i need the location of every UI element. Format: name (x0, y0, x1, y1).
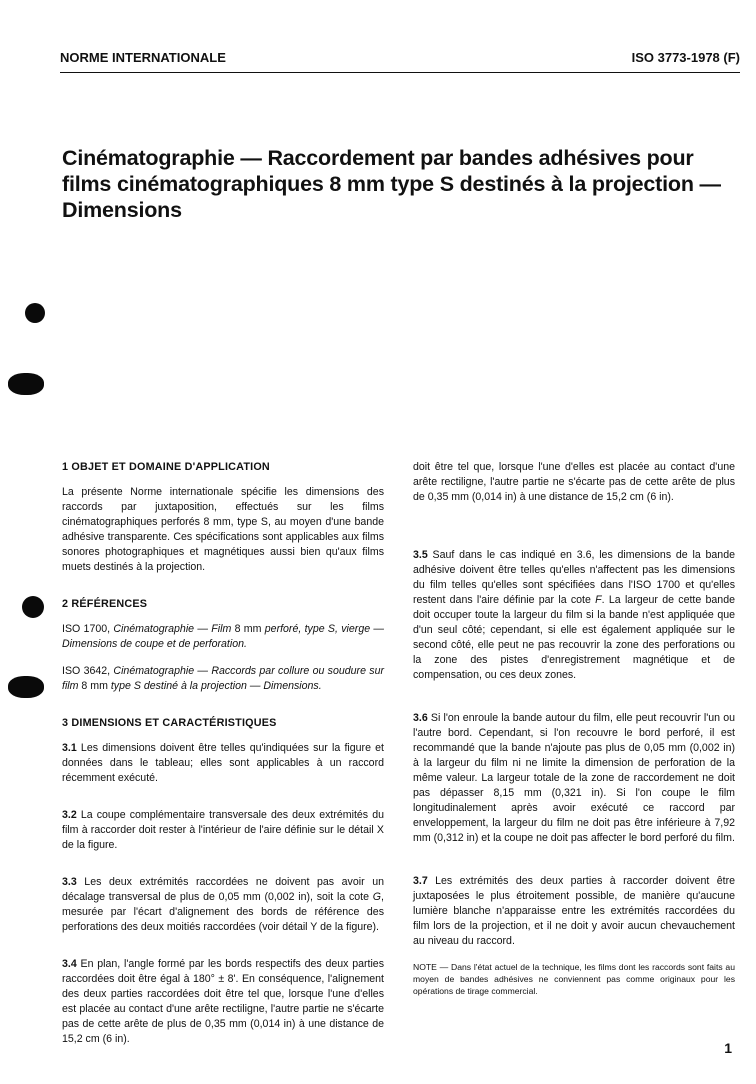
document-title: Cinématographie — Raccordement par bandes adhésives pour films cinématographiques 8 mm type S destinés à la projection — Dimensions (62, 146, 721, 222)
page-number: 1 (724, 1040, 732, 1056)
clause-3-1: 3.1 Les dimensions doivent être telles qu'indiquées sur la figure et données dans le tableau; elles sont applicables à un raccord récemment exécuté. (62, 742, 384, 784)
reference-iso-3642: ISO 3642, Cinématographie — Raccords par collure ou soudure sur film 8 mm type S destiné à la projection — Dimensions. (62, 665, 385, 692)
clause-3-6: 3.6 Si l'on enroule la bande autour du film, elle peut recouvrir l'un ou l'autre bord. Cependant, si l'on recouvre le bord perforé, il est recommandé que la bande n'ajoute pas plus de 0,05 mm (0,002 in) à la largeur du film ni ne limite la dimension de perforation de la même valeur. La largeur totale de la zone de raccordement ne doit pas dépasser 8,15 mm (0,321 in). Si l'on coupe le film longitudinalement après avoir exécuté ce raccord par enveloppement, la largeur du film ne doit pas être inférieure à 7,92 mm (0,312 in) et la coupe ne doit pas affecter le bord perforé du film. (413, 712, 735, 844)
punch-hole-1 (25, 303, 45, 323)
clause-3-4-continuation: doit être tel que, lorsque l'une d'elles est placée au contact d'une arête rectiligne, l'autre partie ne s'écarte pas de cette arête de plus de 0,35 mm (0,014 in) à une distance de 15,2 cm (6 in). (413, 461, 735, 503)
clause-3-2: 3.2 La coupe complémentaire transversale des deux extrémités du film à raccorder doit rester à l'intérieur de l'aire définie sur le détail X de la figure. (62, 809, 384, 851)
punch-hole-2 (8, 373, 44, 395)
header-standard-type: NORME INTERNATIONALE (60, 50, 226, 65)
section-1-body: La présente Norme internationale spécifie les dimensions des raccords par juxtaposition, effectués sur les films cinématographiques perforés 8 mm, type S, au moyen d'une bande adhésive transparente. Ces spécifications sont applicables aux films sonores photographiques et magnétiques aussi bien qu'aux films muets destinés à la projection. (62, 486, 384, 573)
section-2-heading: 2 RÉFÉRENCES (62, 598, 148, 610)
right-column (413, 460, 735, 997)
section-3-heading: 3 DIMENSIONS ET CARACTÉRISTIQUES (62, 717, 277, 729)
clause-3-4: 3.4 En plan, l'angle formé par les bords respectifs des deux parties raccordées doit être égal à 180° ± 8'. En conséquence, l'alignement des deux parties raccordées doit être tel que, lorsque l'une d'elles est placée au contact d'une arête rectiligne, l'autre partie ne s'écarte pas de cette arête de plus de 0,35 mm (0,014 in) à une distance de 15,2 cm (6 in). (62, 958, 384, 1045)
punch-hole-4 (8, 676, 44, 698)
clause-3-5: 3.5 Sauf dans le cas indiqué en 3.6, les dimensions de la bande adhésive doivent être telles qu'elles n'affectent pas les dimensions du film telles qu'elles sont spécifiées dans l'ISO 1700 et qu'elles restent dans l'aire définie par la cote F. La largeur de cette bande doit occuper toute la largeur du film si la bande n'est appliquée que d'un seul côté; cependant, si elle est également appliquée sur le second côté, elle peut ne pas recouvrir la zone des perforations ou la zone des pistes d'enregistrement magnétique et de compensation, ou ces deux zones. (413, 549, 735, 681)
clause-3-3: 3.3 Les deux extrémités raccordées ne doivent pas avoir un décalage transversal de plus de 0,05 mm (0,002 in), soit la cote G, mesurée par l'écart d'alignement des bords de référence des perforations des deux moitiés raccordées (voir détail Y de la figure). (62, 876, 384, 933)
header-rule (60, 72, 740, 73)
left-column (62, 460, 385, 1045)
section-1-heading: 1 OBJET ET DOMAINE D'APPLICATION (62, 461, 270, 473)
reference-iso-1700: ISO 1700, Cinématographie — Film 8 mm perforé, type S, vierge — Dimensions de coupe et de perforation. (62, 623, 385, 650)
header-standard-number: ISO 3773-1978 (F) (631, 50, 740, 65)
page-header (60, 44, 740, 74)
punch-hole-3 (22, 596, 44, 618)
clause-3-7: 3.7 Les extrémités des deux parties à raccorder doivent être juxtaposées le plus étroitement possible, de manière qu'aucune lumière blanche n'apparaisse entre les extrémités raccordées du film lors de la projection, et il ne doit y avoir aucun chevauchement au niveau du raccord. (413, 875, 735, 947)
note: NOTE — Dans l'état actuel de la technique, les films dont les raccords sont faits au moyen de bandes adhésives ne conviennent pas comme originaux pour les opérations de tirage commercial. (413, 962, 735, 996)
